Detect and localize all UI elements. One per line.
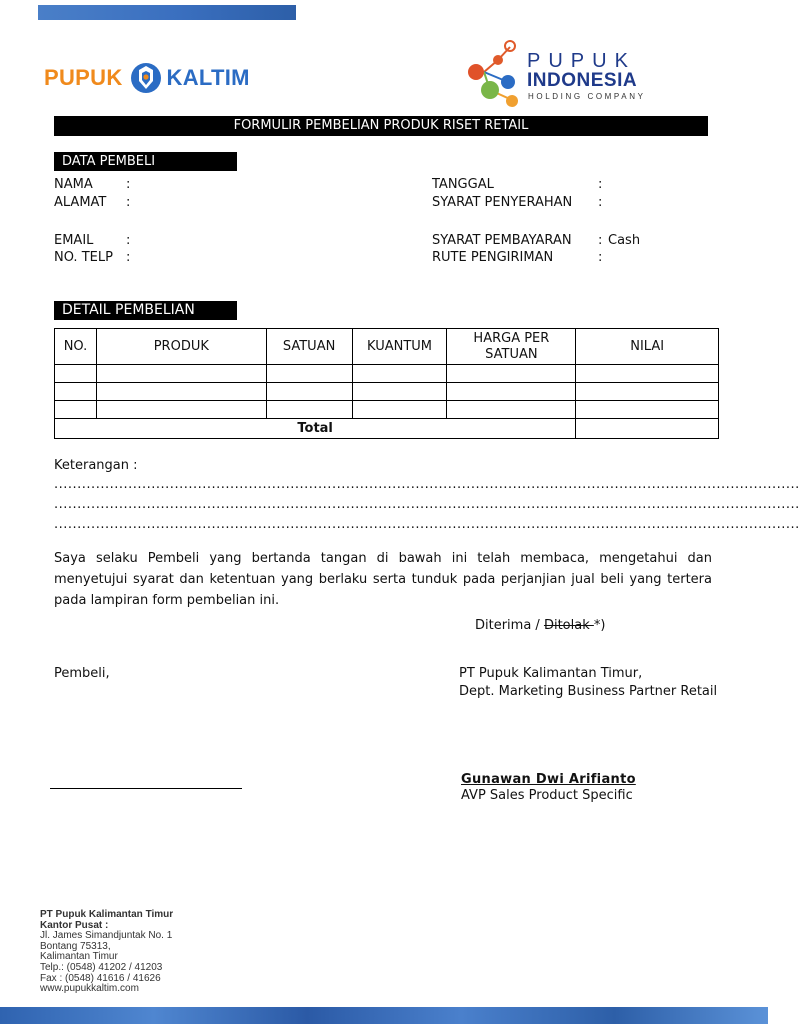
footer-fax: Fax : (0548) 41616 / 41626 <box>40 972 161 984</box>
detail-section-heading: DETAIL PEMBELIAN <box>54 301 237 320</box>
field-colon: : <box>126 233 131 248</box>
field-alamat[interactable] <box>54 195 131 210</box>
field-tanggal[interactable] <box>432 177 603 192</box>
signer-title: AVP Sales Product Specific <box>461 788 633 803</box>
company-name: PT Pupuk Kalimantan Timur, <box>459 666 643 681</box>
logo-text-holding: HOLDING COMPANY <box>528 92 646 101</box>
field-colon: : <box>598 177 603 192</box>
table-cell[interactable] <box>576 383 719 401</box>
footer-company: PT Pupuk Kalimantan Timur <box>40 909 174 920</box>
field-colon: : <box>126 195 131 210</box>
table-cell[interactable] <box>447 383 576 401</box>
buyer-signature-label: Pembeli, <box>54 666 110 681</box>
table-row <box>55 383 719 401</box>
notes-line[interactable]: ................................................................................................................................................................. <box>54 517 800 532</box>
accepted-label: Diterima / <box>475 618 544 633</box>
column-header: KUANTUM <box>352 329 447 365</box>
table-cell[interactable] <box>55 365 97 383</box>
field-colon: : <box>126 250 131 265</box>
field-label: SYARAT PENYERAHAN <box>432 195 573 210</box>
table-cell[interactable] <box>352 365 447 383</box>
footer-office: Kantor Pusat : <box>40 919 109 931</box>
table-cell[interactable] <box>96 383 266 401</box>
total-label: Total <box>55 419 576 439</box>
table-row <box>55 365 719 383</box>
notes-line[interactable]: ................................................................................................................................................................. <box>54 477 800 492</box>
notes-line[interactable]: ................................................................................................................................................................. <box>54 497 800 512</box>
field-label: SYARAT PEMBAYARAN <box>432 233 572 248</box>
column-header: PRODUK <box>96 329 266 365</box>
molecule-icon <box>462 38 526 114</box>
field-syarat-pembayaran[interactable] <box>432 233 641 248</box>
field-value: Cash <box>608 233 641 248</box>
footer-address-line: Kalimantan Timur <box>40 951 118 963</box>
notes-label: Keterangan : <box>54 458 138 473</box>
form-title: FORMULIR PEMBELIAN PRODUK RISET RETAIL <box>54 116 708 136</box>
buyer-section-heading: DATA PEMBELI <box>54 152 237 171</box>
total-value[interactable] <box>576 419 719 439</box>
field-email[interactable] <box>54 233 131 248</box>
field-colon: : <box>598 250 603 265</box>
footer-address-line: Jl. James Simandjuntak No. 1 <box>40 930 173 942</box>
purchase-detail-table <box>54 328 719 439</box>
column-header: HARGA PER SATUAN <box>447 329 576 365</box>
field-label: RUTE PENGIRIMAN <box>432 250 554 265</box>
table-cell[interactable] <box>55 401 97 419</box>
field-label: TANGGAL <box>432 177 494 192</box>
field-label: EMAIL <box>54 233 94 248</box>
field-label: ALAMAT <box>54 195 107 210</box>
table-total-row <box>55 419 719 439</box>
field-colon: : <box>598 195 603 210</box>
field-nama[interactable] <box>54 177 131 192</box>
table-cell[interactable] <box>352 383 447 401</box>
table-cell[interactable] <box>576 401 719 419</box>
acceptance-footnote: *) <box>593 618 606 633</box>
buyer-signature-line[interactable] <box>50 788 242 789</box>
acceptance-status <box>475 618 605 633</box>
table-cell[interactable] <box>266 365 352 383</box>
field-syarat-penyerahan[interactable] <box>432 195 603 210</box>
table-row <box>55 401 719 419</box>
footer-address-line: Bontang 75313, <box>40 940 111 952</box>
column-header: NILAI <box>576 329 719 365</box>
table-cell[interactable] <box>447 401 576 419</box>
logo-text-pupuk: PUPUK <box>44 65 123 90</box>
kaltim-emblem-icon <box>129 61 163 95</box>
footer-website-link[interactable]: www.pupukkaltim.com <box>40 983 139 995</box>
field-rute-pengiriman[interactable] <box>432 250 603 265</box>
table-cell[interactable] <box>266 401 352 419</box>
table-cell[interactable] <box>96 401 266 419</box>
field-colon: : <box>598 233 603 248</box>
field-label: NAMA <box>54 177 93 192</box>
table-header-row <box>55 329 719 365</box>
field-label: NO. TELP <box>54 250 113 265</box>
table-cell[interactable] <box>266 383 352 401</box>
table-cell[interactable] <box>576 365 719 383</box>
agreement-statement: Saya selaku Pembeli yang bertanda tangan di bawah ini telah membaca, mengetahui dan menyetujui syarat dan ketentuan yang berlaku serta tunduk pada perjanjian jual beli yang tertera pada lampiran form pembelian ini. <box>54 551 712 608</box>
signer-name: Gunawan Dwi Arifianto <box>461 772 636 787</box>
column-header: NO. <box>55 329 97 365</box>
field-colon: : <box>126 177 131 192</box>
footer-address-block <box>40 910 173 995</box>
table-cell[interactable] <box>55 383 97 401</box>
pupuk-indonesia-logo <box>462 38 682 114</box>
table-cell[interactable] <box>96 365 266 383</box>
logo-text-kaltim: KALTIM <box>166 65 250 90</box>
logo-text-pupuk: PUPUK <box>527 50 636 72</box>
table-cell[interactable] <box>352 401 447 419</box>
pupuk-kaltim-logo <box>44 58 250 98</box>
field-no-telp[interactable] <box>54 250 131 265</box>
footer-phone: Telp.: (0548) 41202 / 41203 <box>40 961 163 973</box>
logo-text-indonesia: INDONESIA <box>527 70 638 91</box>
department-name: Dept. Marketing Business Partner Retail <box>459 684 718 699</box>
column-header: SATUAN <box>266 329 352 365</box>
rejected-label: Ditolak <box>543 618 594 633</box>
table-cell[interactable] <box>447 365 576 383</box>
top-decorative-stripe <box>38 5 296 20</box>
bottom-decorative-stripe <box>0 1007 768 1024</box>
